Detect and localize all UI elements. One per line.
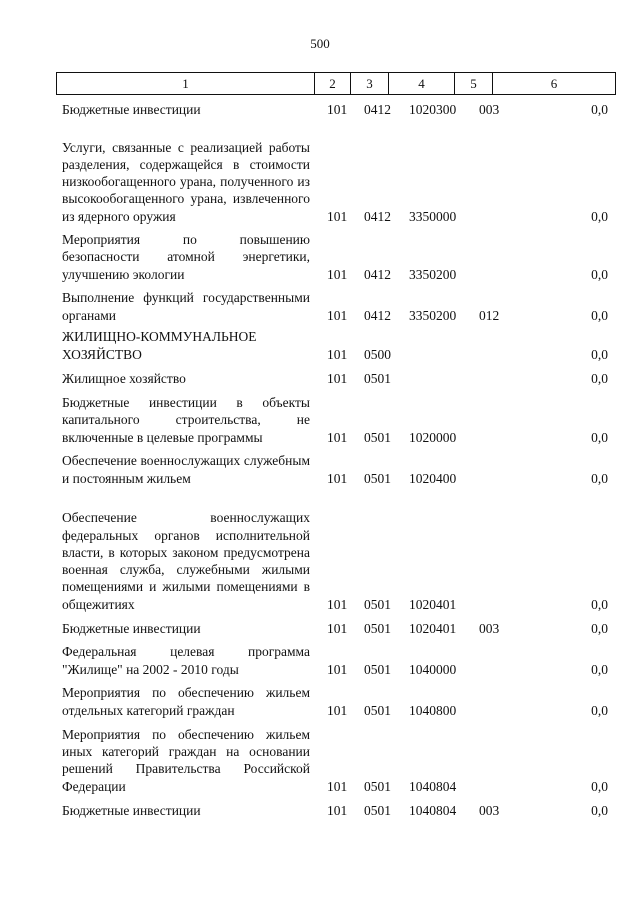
- row-name: Бюджетные инвестиции в объекты капитального строительства, не включенные в целевые программы: [62, 395, 310, 445]
- row-col-6: 0,0: [591, 346, 608, 362]
- row-col-5: 012: [479, 307, 500, 323]
- row-col-2: 101: [327, 370, 348, 386]
- row-col-5: 003: [479, 101, 500, 117]
- row-col-6: 0,0: [591, 429, 608, 445]
- table-row: [0, 118, 640, 225]
- row-col-3: 0412: [364, 208, 391, 224]
- row-col-4: 1040804: [409, 802, 457, 818]
- header-col-2: 2: [315, 73, 351, 95]
- table-row: [0, 225, 640, 283]
- row-col-3: 0412: [364, 266, 391, 282]
- header-col-3: 3: [351, 73, 389, 95]
- row-col-3: 0501: [364, 470, 391, 486]
- row-col-6: 0,0: [591, 778, 608, 794]
- row-col-2: 101: [327, 101, 348, 117]
- table-body: [0, 97, 640, 819]
- row-name: Мероприятия по повышению безопасности атомной энергетики, улучшению экологии: [62, 232, 310, 282]
- table-row: [0, 363, 640, 387]
- row-col-6: 0,0: [591, 596, 608, 612]
- row-name: Мероприятия по обеспечению жильем иных категорий граждан на основании решений Правительства Российской Федерации: [62, 726, 310, 794]
- table-header: [56, 72, 616, 95]
- header-col-5: 5: [455, 73, 493, 95]
- row-col-6: 0,0: [591, 266, 608, 282]
- row-col-3: 0500: [364, 346, 391, 362]
- row-col-2: 101: [327, 702, 348, 718]
- row-col-2: 101: [327, 620, 348, 636]
- row-name: Услуги, связанные с реализацией работы разделения, содержащейся в стоимости низкообогащенного урана, полученного из высокообогащенного урана, извлеченного из ядерного оружия: [62, 139, 310, 224]
- row-name: Федеральная целевая программа "Жилище" на 2002 - 2010 годы: [62, 644, 310, 677]
- table-row: [0, 795, 640, 819]
- row-col-2: 101: [327, 470, 348, 486]
- row-col-6: 0,0: [591, 307, 608, 323]
- page-number: 500: [310, 36, 330, 51]
- row-col-6: 0,0: [591, 208, 608, 224]
- row-col-6: 0,0: [591, 620, 608, 636]
- table-row: [0, 678, 640, 719]
- row-col-4: 1040804: [409, 778, 457, 794]
- row-col-4: 1020000: [409, 429, 457, 445]
- row-col-5: 003: [479, 620, 500, 636]
- row-col-6: 0,0: [591, 702, 608, 718]
- row-col-3: 0501: [364, 370, 391, 386]
- row-col-4: 1040800: [409, 702, 457, 718]
- row-name: ЖИЛИЩНО-КОММУНАЛЬНОЕ ХОЗЯЙСТВО: [62, 329, 257, 362]
- row-col-6: 0,0: [591, 370, 608, 386]
- row-col-4: 1020400: [409, 470, 457, 486]
- row-col-4: 3350200: [409, 307, 457, 323]
- table-row: [0, 719, 640, 795]
- table-row: [0, 283, 640, 324]
- row-col-2: 101: [327, 661, 348, 677]
- table-row: [0, 637, 640, 678]
- row-name: Бюджетные инвестиции: [62, 101, 201, 117]
- header-col-6: 6: [493, 73, 616, 95]
- header-col-4: 4: [389, 73, 455, 95]
- table-row: [0, 387, 640, 446]
- row-col-6: 0,0: [591, 101, 608, 117]
- row-name: Бюджетные инвестиции: [62, 620, 201, 636]
- row-col-3: 0501: [364, 429, 391, 445]
- row-col-4: 3350000: [409, 208, 457, 224]
- table-row: [0, 613, 640, 637]
- row-name: Выполнение функций государственными органами: [62, 290, 310, 323]
- row-col-3: 0501: [364, 596, 391, 612]
- row-col-3: 0412: [364, 307, 391, 323]
- row-name: Бюджетные инвестиции: [62, 802, 201, 818]
- row-col-2: 101: [327, 429, 348, 445]
- row-name: Обеспечение военнослужащих служебным и постоянным жильем: [62, 453, 310, 486]
- row-col-3: 0412: [364, 101, 391, 117]
- row-col-2: 101: [327, 596, 348, 612]
- row-name: Мероприятия по обеспечению жильем отдельных категорий граждан: [62, 685, 310, 718]
- row-col-6: 0,0: [591, 661, 608, 677]
- row-col-2: 101: [327, 778, 348, 794]
- row-col-3: 0501: [364, 702, 391, 718]
- row-col-3: 0501: [364, 802, 391, 818]
- table-row: [0, 97, 640, 118]
- table-row: [0, 487, 640, 613]
- row-name: Жилищное хозяйство: [62, 370, 186, 386]
- table-row: [0, 324, 640, 363]
- row-col-5: 003: [479, 802, 500, 818]
- row-col-2: 101: [327, 802, 348, 818]
- row-col-3: 0501: [364, 778, 391, 794]
- header-col-1: 1: [57, 73, 315, 95]
- row-name: Обеспечение военнослужащих федеральных органов исполнительной власти, в которых законом предусмотрена военная служба, служебными жилыми помещениями и жилыми помещениями в общежитиях: [62, 510, 310, 612]
- row-col-4: 1020401: [409, 596, 457, 612]
- table-row: [0, 446, 640, 487]
- row-col-4: 1020401: [409, 620, 457, 636]
- row-col-4: 1020300: [409, 101, 457, 117]
- row-col-3: 0501: [364, 620, 391, 636]
- row-col-2: 101: [327, 307, 348, 323]
- row-col-2: 101: [327, 346, 348, 362]
- row-col-4: 1040000: [409, 661, 457, 677]
- row-col-6: 0,0: [591, 470, 608, 486]
- row-col-4: 3350200: [409, 266, 457, 282]
- row-col-2: 101: [327, 208, 348, 224]
- row-col-3: 0501: [364, 661, 391, 677]
- row-col-6: 0,0: [591, 802, 608, 818]
- row-col-2: 101: [327, 266, 348, 282]
